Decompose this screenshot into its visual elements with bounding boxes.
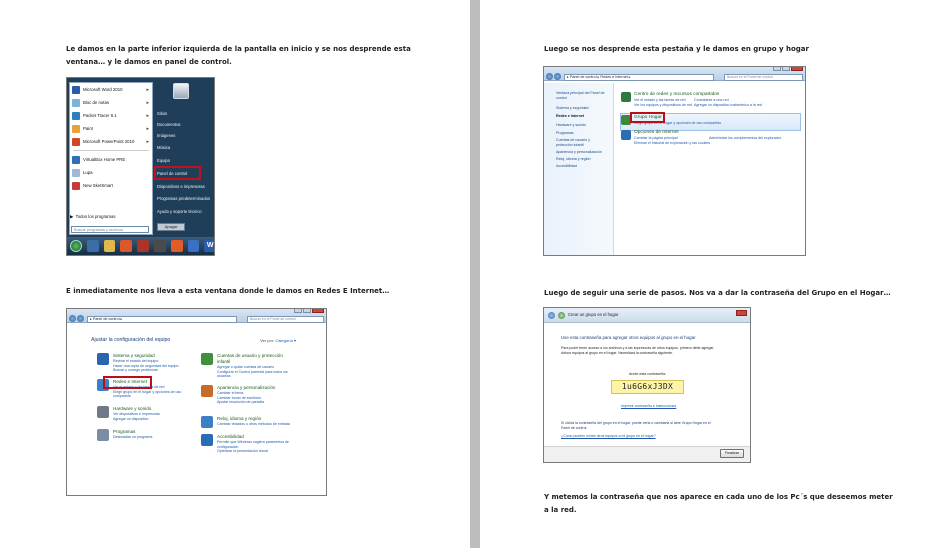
category-heading[interactable]: Cuentas de usuario y protección	[217, 353, 283, 358]
taskbar-firefox-icon[interactable]	[171, 240, 183, 252]
back-icon[interactable]	[546, 73, 553, 80]
minimize-icon[interactable]	[773, 66, 781, 71]
view-by-select[interactable]: Categoría ▾	[275, 338, 296, 343]
page-left	[0, 0, 470, 548]
homegroup-icon	[558, 312, 565, 319]
start-menu-item-label: New SketSmart	[83, 183, 113, 188]
taskbar-folder-icon[interactable]	[104, 240, 116, 252]
section-link[interactable]: Ver los equipos y dispositivos de red	[634, 102, 693, 107]
control-panel-screenshot	[66, 308, 327, 496]
printer-icon[interactable]	[97, 406, 109, 418]
section-link[interactable]: Administrar los complementos del explorador	[709, 136, 781, 140]
category-link[interactable]: compartido	[113, 394, 131, 399]
taskbar-ie-icon[interactable]	[87, 240, 99, 252]
category-link[interactable]: usuarios	[217, 374, 231, 379]
search-input[interactable]: Buscar en el Panel de control	[247, 316, 324, 323]
dialog-footer	[544, 446, 750, 462]
clock-icon[interactable]	[201, 416, 213, 428]
start-menu-item-label: Lupa	[83, 170, 93, 175]
paragraph-5-line-1: Y metemos la contraseña que nos aparece en cada uno de los Pc´s que deseemos meter	[544, 493, 893, 501]
section-link[interactable]: Elegir grupo en el hogar y opciones de uso compartido	[634, 121, 722, 125]
section-heading[interactable]: Centro de redes y recursos compartidos	[634, 92, 720, 97]
dialog-titlebar	[544, 308, 750, 323]
view-by	[260, 338, 296, 343]
start-menu-item-label: Microsoft Word 2010	[83, 87, 123, 92]
category-link[interactable]: Cambiar fondo de escritorio	[217, 395, 262, 400]
category-link[interactable]: Ver el estado y las tareas de red	[113, 385, 165, 389]
submenu-arrow-icon: ▸	[146, 99, 149, 106]
dialog-title: Crear un grupo en el hogar	[568, 312, 619, 317]
window-controls	[773, 66, 803, 71]
start-menu-right-item[interactable]: Documentos	[157, 122, 181, 127]
start-search-input[interactable]: Buscar programas y archivos	[71, 226, 149, 233]
start-menu-item[interactable]	[70, 166, 152, 179]
password-label: Anote esta contraseña:	[629, 372, 666, 376]
dialog-heading: Use esta contraseña para agregar otros equipos al grupo en el hogar	[561, 335, 696, 340]
taskbar-media-icon[interactable]	[120, 240, 132, 252]
window-controls	[294, 308, 324, 313]
category-link[interactable]: configuración	[217, 444, 239, 449]
accessibility-icon[interactable]	[201, 434, 213, 446]
start-menu-right-item[interactable]: Ayuda y soporte técnico	[157, 209, 202, 214]
category-heading[interactable]: Redes e Internet	[113, 379, 147, 384]
start-menu-right-item[interactable]: Música	[157, 145, 171, 150]
appearance-icon[interactable]	[201, 385, 213, 397]
maximize-icon[interactable]	[303, 308, 311, 313]
category-link[interactable]: Revisar el estado del equipo	[113, 359, 159, 363]
category-link[interactable]: Ver dispositivos e impresoras	[113, 412, 160, 416]
start-menu-item[interactable]	[70, 109, 152, 122]
paint-icon	[72, 125, 80, 133]
redes-internet-highlight	[103, 376, 152, 389]
forgot-note-line-2: Panel de control.	[561, 426, 588, 430]
word-icon	[72, 86, 80, 94]
sidebar-item[interactable]: Apariencia y personalización	[556, 150, 602, 154]
notepad-icon	[72, 99, 80, 107]
category-heading[interactable]: Apariencia y personalización	[217, 385, 276, 390]
category-link[interactable]: Desinstalar un programa	[113, 435, 153, 439]
shield-icon[interactable]	[97, 353, 109, 365]
paragraph-1	[66, 43, 411, 69]
start-menu-screenshot	[66, 77, 215, 256]
view-by-label: Ver por:	[260, 338, 275, 343]
paragraph-5-line-2: a la red.	[544, 506, 577, 514]
dialog-body-line-1: Para poder tener acceso a los archivos y a las impresoras de otros equipos, primero debe agregar	[561, 346, 714, 350]
packet-tracer-icon	[72, 112, 80, 120]
sidebar-item[interactable]: Sistema y seguridad	[556, 106, 589, 110]
category-link[interactable]: Cambiar el tema	[217, 391, 244, 395]
sidebar	[544, 83, 614, 255]
close-icon[interactable]	[312, 308, 324, 313]
sketsmart-icon	[72, 182, 80, 190]
paragraph-3: Luego se nos desprende esta pestaña y le damos en grupo y hogar	[544, 45, 809, 53]
start-menu-item[interactable]	[70, 96, 152, 109]
category-heading[interactable]: Reloj, idioma y región	[217, 416, 262, 421]
submenu-arrow-icon: ▸	[146, 86, 149, 93]
paragraph-5	[544, 491, 893, 517]
window-titlebar	[67, 309, 326, 323]
start-menu-right-item[interactable]: Panel de control	[157, 171, 188, 176]
start-menu-right-item[interactable]: Dispositivos e impresoras	[157, 184, 205, 189]
category-link[interactable]: Agregar un dispositivo	[113, 416, 149, 421]
start-menu-right-item[interactable]: Equipo	[157, 158, 171, 163]
page-gap	[470, 0, 480, 548]
start-menu-programs-pane	[69, 82, 153, 235]
section-heading[interactable]: Grupo Hogar	[634, 115, 662, 120]
sidebar-item[interactable]: Cuentas de usuario y	[556, 138, 590, 142]
start-menu-item[interactable]	[70, 153, 152, 166]
dialog-body	[561, 346, 714, 356]
category-link[interactable]: Optimizar la presentación visual	[217, 449, 268, 454]
paragraph-2: E inmediatamente nos lleva a esta ventana donde le damos en Redes E Internet…	[66, 287, 390, 295]
sidebar-item[interactable]: Hardware y sonido	[556, 123, 586, 127]
menu-separator	[73, 150, 149, 151]
section-link[interactable]: Cambiar la página principal	[634, 136, 678, 140]
start-menu-right-item[interactable]: Imágenes	[157, 133, 176, 138]
dialog-body-line-2: dichos equipos al grupo en el hogar. Necesitará la contraseña siguiente.	[561, 351, 673, 355]
category-link[interactable]: Cambiar teclados u otros métodos de entrada	[217, 422, 290, 426]
back-icon[interactable]	[69, 315, 76, 322]
sidebar-item[interactable]: Ventana principal del Panel de	[556, 91, 605, 95]
submenu-arrow-icon: ▸	[146, 125, 149, 132]
forward-icon[interactable]	[554, 73, 561, 80]
page-title: Ajustar la configuración del equipo	[91, 337, 171, 343]
address-bar[interactable]: ▸ Panel de control ▸ Redes e Internet ▸	[564, 74, 714, 81]
grupo-hogar-highlight	[630, 112, 665, 123]
forgot-note-line-1: Si olvida la contraseña del grupo en el hogar, puede verla o cambiarla si abre Grupo Hogar en el	[561, 421, 711, 425]
taskbar-word-icon[interactable]: W	[204, 240, 215, 252]
start-menu-right-item[interactable]: Sitios	[157, 111, 168, 116]
sidebar-item[interactable]: control	[556, 96, 567, 100]
start-orb-icon[interactable]	[70, 240, 82, 252]
sidebar-item[interactable]: Redes e Internet	[556, 114, 584, 118]
category-link[interactable]: Buscar y corregir problemas	[113, 368, 158, 373]
category-link[interactable]: Configurar el Control parental para todos los	[217, 369, 288, 374]
start-menu-item-label: Paint	[83, 126, 93, 131]
submenu-arrow-icon: ▸	[146, 112, 149, 119]
nav-arrows[interactable]	[546, 73, 561, 80]
category-link[interactable]: Agregar o quitar cuentas de usuario	[217, 365, 275, 369]
taskbar-app2-icon[interactable]	[154, 240, 166, 252]
category-heading[interactable]: Accesibilidad	[217, 434, 244, 439]
magnifier-icon	[72, 169, 80, 177]
back-icon[interactable]	[548, 312, 555, 319]
submenu-arrow-icon: ▸	[146, 138, 149, 145]
minimize-icon[interactable]	[294, 308, 302, 313]
category-link[interactable]: Ajustar resolución de pantalla	[217, 400, 265, 405]
sidebar-item[interactable]: Accesibilidad	[556, 164, 577, 168]
paragraph-4: Luego de seguir una serie de pasos. Nos va a dar la contraseña del Grupo en el Hogar…	[544, 289, 891, 297]
taskbar-app-icon[interactable]	[137, 240, 149, 252]
close-icon[interactable]	[791, 66, 803, 71]
sidebar-item[interactable]: Reloj, idioma y región	[556, 157, 591, 161]
category-heading[interactable]: Sistema y seguridad	[113, 353, 155, 358]
start-menu-item[interactable]	[70, 122, 152, 135]
search-input[interactable]: Buscar en el Panel de control	[724, 74, 803, 81]
start-menu-right-item[interactable]: Programas predeterminados	[157, 196, 211, 201]
category-heading-cont[interactable]: infantil	[217, 359, 231, 364]
start-menu-item-label: Packet Tracer 6.1	[83, 113, 117, 118]
virtualbox-icon	[72, 156, 80, 164]
close-icon[interactable]	[736, 310, 747, 316]
forward-icon[interactable]	[77, 315, 84, 322]
start-menu-item[interactable]	[70, 179, 152, 192]
users-icon[interactable]	[201, 353, 213, 365]
all-programs-link[interactable]: ▶ Todos los programas	[70, 214, 116, 219]
category-link[interactable]: Elegir grupo en el hogar y opciones de uso	[113, 389, 182, 394]
sidebar-item[interactable]: Programas	[556, 131, 574, 135]
join-help-link[interactable]: ¿Cómo pueden unirse otros equipos a mi grupo en el hogar?	[561, 434, 656, 438]
panel-de-control-highlight	[154, 166, 201, 180]
category-heading[interactable]: Programas	[113, 429, 136, 434]
start-menu-item-label: Microsoft PowerPoint 2010	[83, 139, 135, 144]
finish-button[interactable]: Finalizar	[720, 449, 744, 458]
network-center-icon[interactable]	[621, 92, 631, 102]
address-bar[interactable]: ▸ Panel de control ▸	[87, 316, 237, 323]
nav-arrows[interactable]	[69, 315, 84, 322]
shutdown-button[interactable]: Apagar	[157, 223, 185, 231]
start-menu-item[interactable]	[70, 135, 152, 148]
category-link[interactable]: Hacer una copia de seguridad del equipo	[113, 363, 179, 368]
powerpoint-icon	[72, 138, 80, 146]
maximize-icon[interactable]	[782, 66, 790, 71]
all-programs-label: Todos los programas	[75, 214, 116, 219]
homegroup-password-dialog	[543, 307, 751, 463]
paragraph-1-line-2: ventana… y le damos en panel de control.	[66, 58, 232, 66]
programs-icon[interactable]	[97, 429, 109, 441]
start-menu-item-label: VirtualBox Home PRE	[83, 157, 126, 162]
category-link[interactable]: Permitir que Windows sugiera parámetros de	[217, 440, 289, 444]
start-menu-item[interactable]	[70, 83, 152, 96]
section-link[interactable]: Agregar un dispositivo inalámbrico a la red	[694, 102, 762, 107]
user-picture-icon	[173, 83, 189, 99]
section-link[interactable]: Eliminar el historial de exploración y las cookies	[634, 140, 711, 145]
network-internet-screenshot	[543, 66, 806, 256]
print-password-link[interactable]: Imprimir contraseña e instrucciones	[621, 404, 677, 408]
sidebar-item[interactable]: protección infantil	[556, 143, 584, 147]
taskbar-explorer-icon[interactable]	[188, 240, 200, 252]
forgot-password-note	[561, 421, 711, 431]
internet-options-icon[interactable]	[621, 130, 631, 140]
section-link[interactable]: Ver el estado y las tareas de red	[634, 98, 686, 102]
window-titlebar	[544, 67, 805, 81]
paragraph-1-line-1: Le damos en la parte inferior izquierda de la pantalla en inicio y se nos desprende esta	[66, 45, 411, 53]
section-link[interactable]: Conectarse a una red	[694, 98, 729, 102]
start-menu-item-label: Bloc de notas	[83, 100, 110, 105]
section-heading[interactable]: Opciones de Internet	[634, 130, 679, 135]
category-heading[interactable]: Hardware y sonido	[113, 406, 152, 411]
taskbar	[67, 237, 215, 255]
homegroup-password: 1u6G6xJ3DX	[611, 380, 684, 394]
